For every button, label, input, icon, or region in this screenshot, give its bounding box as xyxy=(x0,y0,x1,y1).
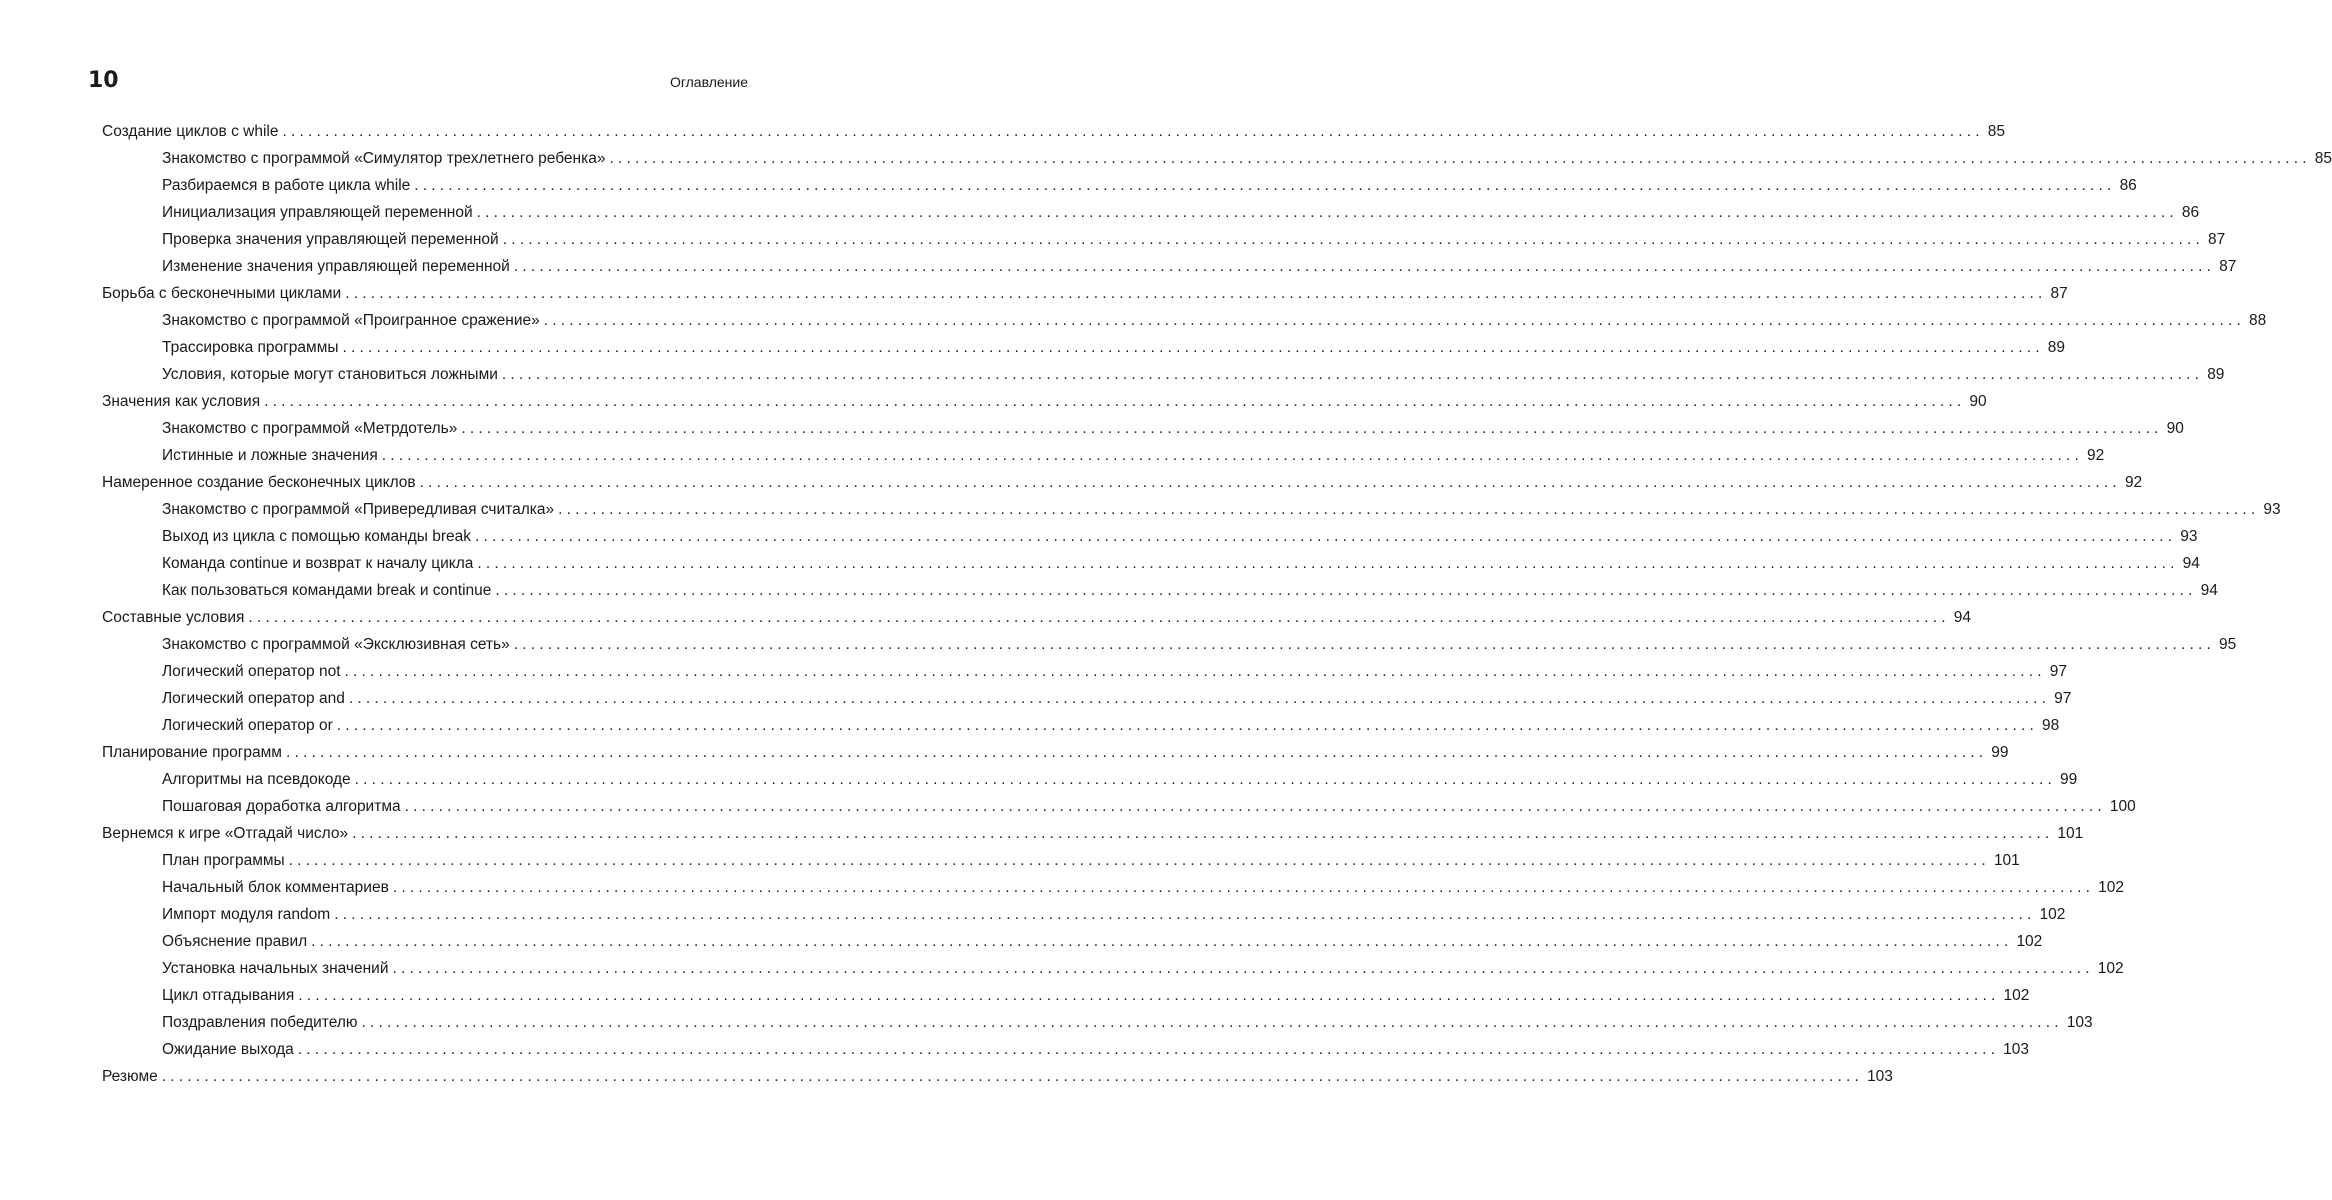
toc-entry-title: Разбираемся в работе цикла while xyxy=(162,177,411,194)
toc-entry xyxy=(102,474,2143,501)
toc-entry-title: Изменение значения управляющей переменной xyxy=(162,258,510,275)
toc-entry-page: 102 xyxy=(2003,987,2030,1004)
toc-entry-title: Значения как условия xyxy=(102,393,261,410)
dot-leader: ........................................................................................................................................................................................................ xyxy=(461,420,2163,437)
toc-entry-title: Условия, которые могут становиться ложными xyxy=(162,366,498,383)
toc-entry xyxy=(102,1041,2029,1068)
toc-entry xyxy=(102,204,2200,231)
toc-entry-title: Начальный блок комментариев xyxy=(162,879,389,896)
dot-leader: ........................................................................................................................................................................................................ xyxy=(297,1041,2000,1058)
toc-entry-title: Как пользоваться командами break и continue xyxy=(162,582,492,599)
toc-entry-page: 97 xyxy=(2054,690,2072,707)
toc-entry xyxy=(102,420,2184,447)
toc-entry xyxy=(102,339,2066,366)
toc-entry-title: Планирование программ xyxy=(102,744,282,761)
toc-entry-page: 93 xyxy=(2263,501,2281,518)
dot-leader: ........................................................................................................................................................................................................ xyxy=(248,609,1950,626)
toc-entry xyxy=(102,663,2068,690)
dot-leader: ........................................................................................................................................................................................................ xyxy=(404,798,2106,815)
dot-leader: ........................................................................................................................................................................................................ xyxy=(282,123,1984,140)
dot-leader: ........................................................................................................................................................................................................ xyxy=(502,231,2204,248)
toc-entry xyxy=(102,312,2267,339)
toc-entry-title: Трассировка программы xyxy=(162,339,339,356)
toc-entry-title: Импорт модуля random xyxy=(162,906,331,923)
dot-leader: ........................................................................................................................................................................................................ xyxy=(264,393,1966,410)
toc-entry xyxy=(102,987,2030,1014)
dot-leader: ........................................................................................................................................................................................................ xyxy=(392,879,2095,896)
toc-entry-title: План программы xyxy=(162,852,285,869)
toc-entry xyxy=(102,150,2332,177)
toc-entry-page: 103 xyxy=(2003,1041,2029,1058)
toc-entry xyxy=(102,933,2043,960)
toc-entry-title: Команда continue и возврат к началу цикла xyxy=(162,555,474,572)
dot-leader: ........................................................................................................................................................................................................ xyxy=(298,987,2000,1004)
toc-entry-page: 97 xyxy=(2049,663,2068,680)
toc-entry xyxy=(102,879,2124,906)
toc-entry-page: 86 xyxy=(2119,177,2137,194)
toc-entry-page: 101 xyxy=(2057,825,2084,842)
dot-leader: ........................................................................................................................................................................................................ xyxy=(476,204,2178,221)
dot-leader: ........................................................................................................................................................................................................ xyxy=(513,636,2215,653)
dot-leader: ........................................................................................................................................................................................................ xyxy=(336,717,2039,734)
toc-entry-title: Логический оператор not xyxy=(162,663,341,680)
toc-entry-page: 90 xyxy=(2166,420,2184,437)
toc-entry-title: Выход из цикла с помощью команды break xyxy=(162,528,472,545)
toc-entry-title: Истинные и ложные значения xyxy=(162,447,378,464)
toc-entry xyxy=(102,771,2078,798)
dot-leader: ........................................................................................................................................................................................................ xyxy=(513,258,2216,275)
toc-entry-page: 87 xyxy=(2050,285,2068,302)
toc-entry-page: 100 xyxy=(2109,798,2136,815)
toc-entry xyxy=(102,717,2060,744)
toc-entry-title: Намеренное создание бесконечных циклов xyxy=(102,474,416,491)
toc-entry-page: 99 xyxy=(1991,744,2009,761)
toc-entry-title: Поздравления победителю xyxy=(162,1014,358,1031)
toc-entry-page: 88 xyxy=(2249,312,2267,329)
toc-entry-title: Логический оператор or xyxy=(162,717,333,734)
toc-entry-title: Знакомство с программой «Эксклюзивная сеть» xyxy=(162,636,510,653)
toc-entry xyxy=(102,744,2009,771)
toc-entry xyxy=(102,393,1987,420)
toc-entry-title: Пошаговая доработка алгоритма xyxy=(162,798,401,815)
toc-entry-title: Борьба с бесконечными циклами xyxy=(102,285,342,302)
toc-entry-title: Знакомство с программой «Привередливая считалка» xyxy=(162,501,555,518)
toc-entry-title: Знакомство с программой «Симулятор трехлетнего ребенка» xyxy=(162,150,606,167)
toc-entry xyxy=(102,231,2226,258)
dot-leader: ........................................................................................................................................................................................................ xyxy=(334,906,2036,923)
running-title: Оглавление xyxy=(669,74,748,90)
toc-entry-title: Ожидание выхода xyxy=(162,1041,294,1058)
dot-leader: ........................................................................................................................................................................................................ xyxy=(161,1068,1864,1085)
toc-entry xyxy=(102,636,2237,663)
toc-entry xyxy=(102,798,2136,825)
toc-entry-title: Составные условия xyxy=(102,609,245,626)
toc-entry-title: Знакомство с программой «Проигранное сражение» xyxy=(162,312,540,329)
toc-entry-page: 99 xyxy=(2059,771,2078,788)
toc-entry xyxy=(102,825,2084,852)
toc-entry xyxy=(102,1014,2093,1041)
dot-leader: ........................................................................................................................................................................................................ xyxy=(348,690,2051,707)
dot-leader: ........................................................................................................................................................................................................ xyxy=(475,528,2177,545)
toc-entry-page: 98 xyxy=(2042,717,2060,734)
toc-entry-page: 85 xyxy=(1987,123,2005,140)
toc-entry-title: Создание циклов с while xyxy=(102,123,279,140)
dot-leader: ........................................................................................................................................................................................................ xyxy=(285,744,1988,761)
toc-entry-page: 89 xyxy=(2207,366,2225,383)
dot-leader: ........................................................................................................................................................................................................ xyxy=(477,555,2179,572)
toc-entry-title: Инициализация управляющей переменной xyxy=(162,204,473,221)
toc-entry-page: 103 xyxy=(2066,1014,2093,1031)
dot-leader: ........................................................................................................................................................................................................ xyxy=(495,582,2197,599)
toc-entry xyxy=(102,609,1971,636)
toc-entry-title: Цикл отгадывания xyxy=(162,987,295,1004)
dot-leader: ........................................................................................................................................................................................................ xyxy=(381,447,2083,464)
page-number: 10 xyxy=(88,68,119,93)
dot-leader: ........................................................................................................................................................................................................ xyxy=(288,852,1990,869)
toc-entry-title: Вернемся к игре «Отгадай число» xyxy=(102,825,349,842)
toc-entry-page: 86 xyxy=(2181,204,2200,221)
toc-entry-title: Знакомство с программой «Метрдотель» xyxy=(162,420,458,437)
dot-leader: ........................................................................................................................................................................................................ xyxy=(352,825,2054,842)
toc-entry xyxy=(102,555,2200,582)
toc-entry-page: 102 xyxy=(2016,933,2043,950)
toc-entry xyxy=(102,528,2198,555)
toc-entry-title: Объяснение правил xyxy=(162,933,308,950)
toc-entry-title: Проверка значения управляющей переменной xyxy=(162,231,499,248)
toc-entry-page: 87 xyxy=(2219,258,2237,275)
toc-entry xyxy=(102,1068,1893,1095)
toc-entry xyxy=(102,258,2237,285)
dot-leader: ........................................................................................................................................................................................................ xyxy=(345,285,2047,302)
toc-entry-page: 93 xyxy=(2180,528,2198,545)
dot-leader: ........................................................................................................................................................................................................ xyxy=(414,177,2116,194)
toc-entry-page: 95 xyxy=(2219,636,2237,653)
dot-leader: ........................................................................................................................................................................................................ xyxy=(354,771,2056,788)
toc-entry xyxy=(102,447,2105,474)
toc-entry-page: 101 xyxy=(1993,852,2020,869)
toc-entry-page: 92 xyxy=(2087,447,2105,464)
toc-entry xyxy=(102,852,2020,879)
toc-entry-page: 94 xyxy=(2182,555,2200,572)
toc-entry-page: 89 xyxy=(2047,339,2066,356)
toc-entry-title: Резюме xyxy=(102,1068,158,1085)
toc-entry-page: 94 xyxy=(2200,582,2218,599)
toc-entry xyxy=(102,960,2124,987)
dot-leader: ........................................................................................................................................................................................................ xyxy=(609,150,2311,167)
dot-leader: ........................................................................................................................................................................................................ xyxy=(543,312,2246,329)
dot-leader: ........................................................................................................................................................................................................ xyxy=(342,339,2044,356)
toc-entry-page: 102 xyxy=(2039,906,2066,923)
toc-entry-page: 102 xyxy=(2098,879,2124,896)
dot-leader: ........................................................................................................................................................................................................ xyxy=(311,933,2013,950)
dot-leader: ........................................................................................................................................................................................................ xyxy=(419,474,2121,491)
toc-entry xyxy=(102,177,2137,204)
toc-entry-page: 87 xyxy=(2208,231,2226,248)
toc-entry xyxy=(102,366,2225,393)
toc-entry-page: 102 xyxy=(2097,960,2124,977)
toc-entry-page: 90 xyxy=(1969,393,1987,410)
toc-entry xyxy=(102,285,2068,312)
toc-entry xyxy=(102,690,2072,717)
toc-entry xyxy=(102,501,2281,528)
toc-entry-title: Установка начальных значений xyxy=(162,960,389,977)
toc-entry-page: 103 xyxy=(1867,1068,1893,1085)
table-of-contents xyxy=(102,123,2332,1095)
toc-entry xyxy=(102,123,2005,150)
dot-leader: ........................................................................................................................................................................................................ xyxy=(344,663,2046,680)
dot-leader: ........................................................................................................................................................................................................ xyxy=(392,960,2094,977)
toc-entry-title: Логический оператор and xyxy=(162,690,345,707)
dot-leader: ........................................................................................................................................................................................................ xyxy=(361,1014,2063,1031)
dot-leader: ........................................................................................................................................................................................................ xyxy=(501,366,2204,383)
toc-entry-page: 92 xyxy=(2124,474,2143,491)
toc-entry-title: Алгоритмы на псевдокоде xyxy=(162,771,351,788)
toc-entry xyxy=(102,906,2066,933)
toc-entry-page: 85 xyxy=(2314,150,2332,167)
toc-entry-page: 94 xyxy=(1953,609,1971,626)
dot-leader: ........................................................................................................................................................................................................ xyxy=(558,501,2260,518)
toc-entry xyxy=(102,582,2218,609)
